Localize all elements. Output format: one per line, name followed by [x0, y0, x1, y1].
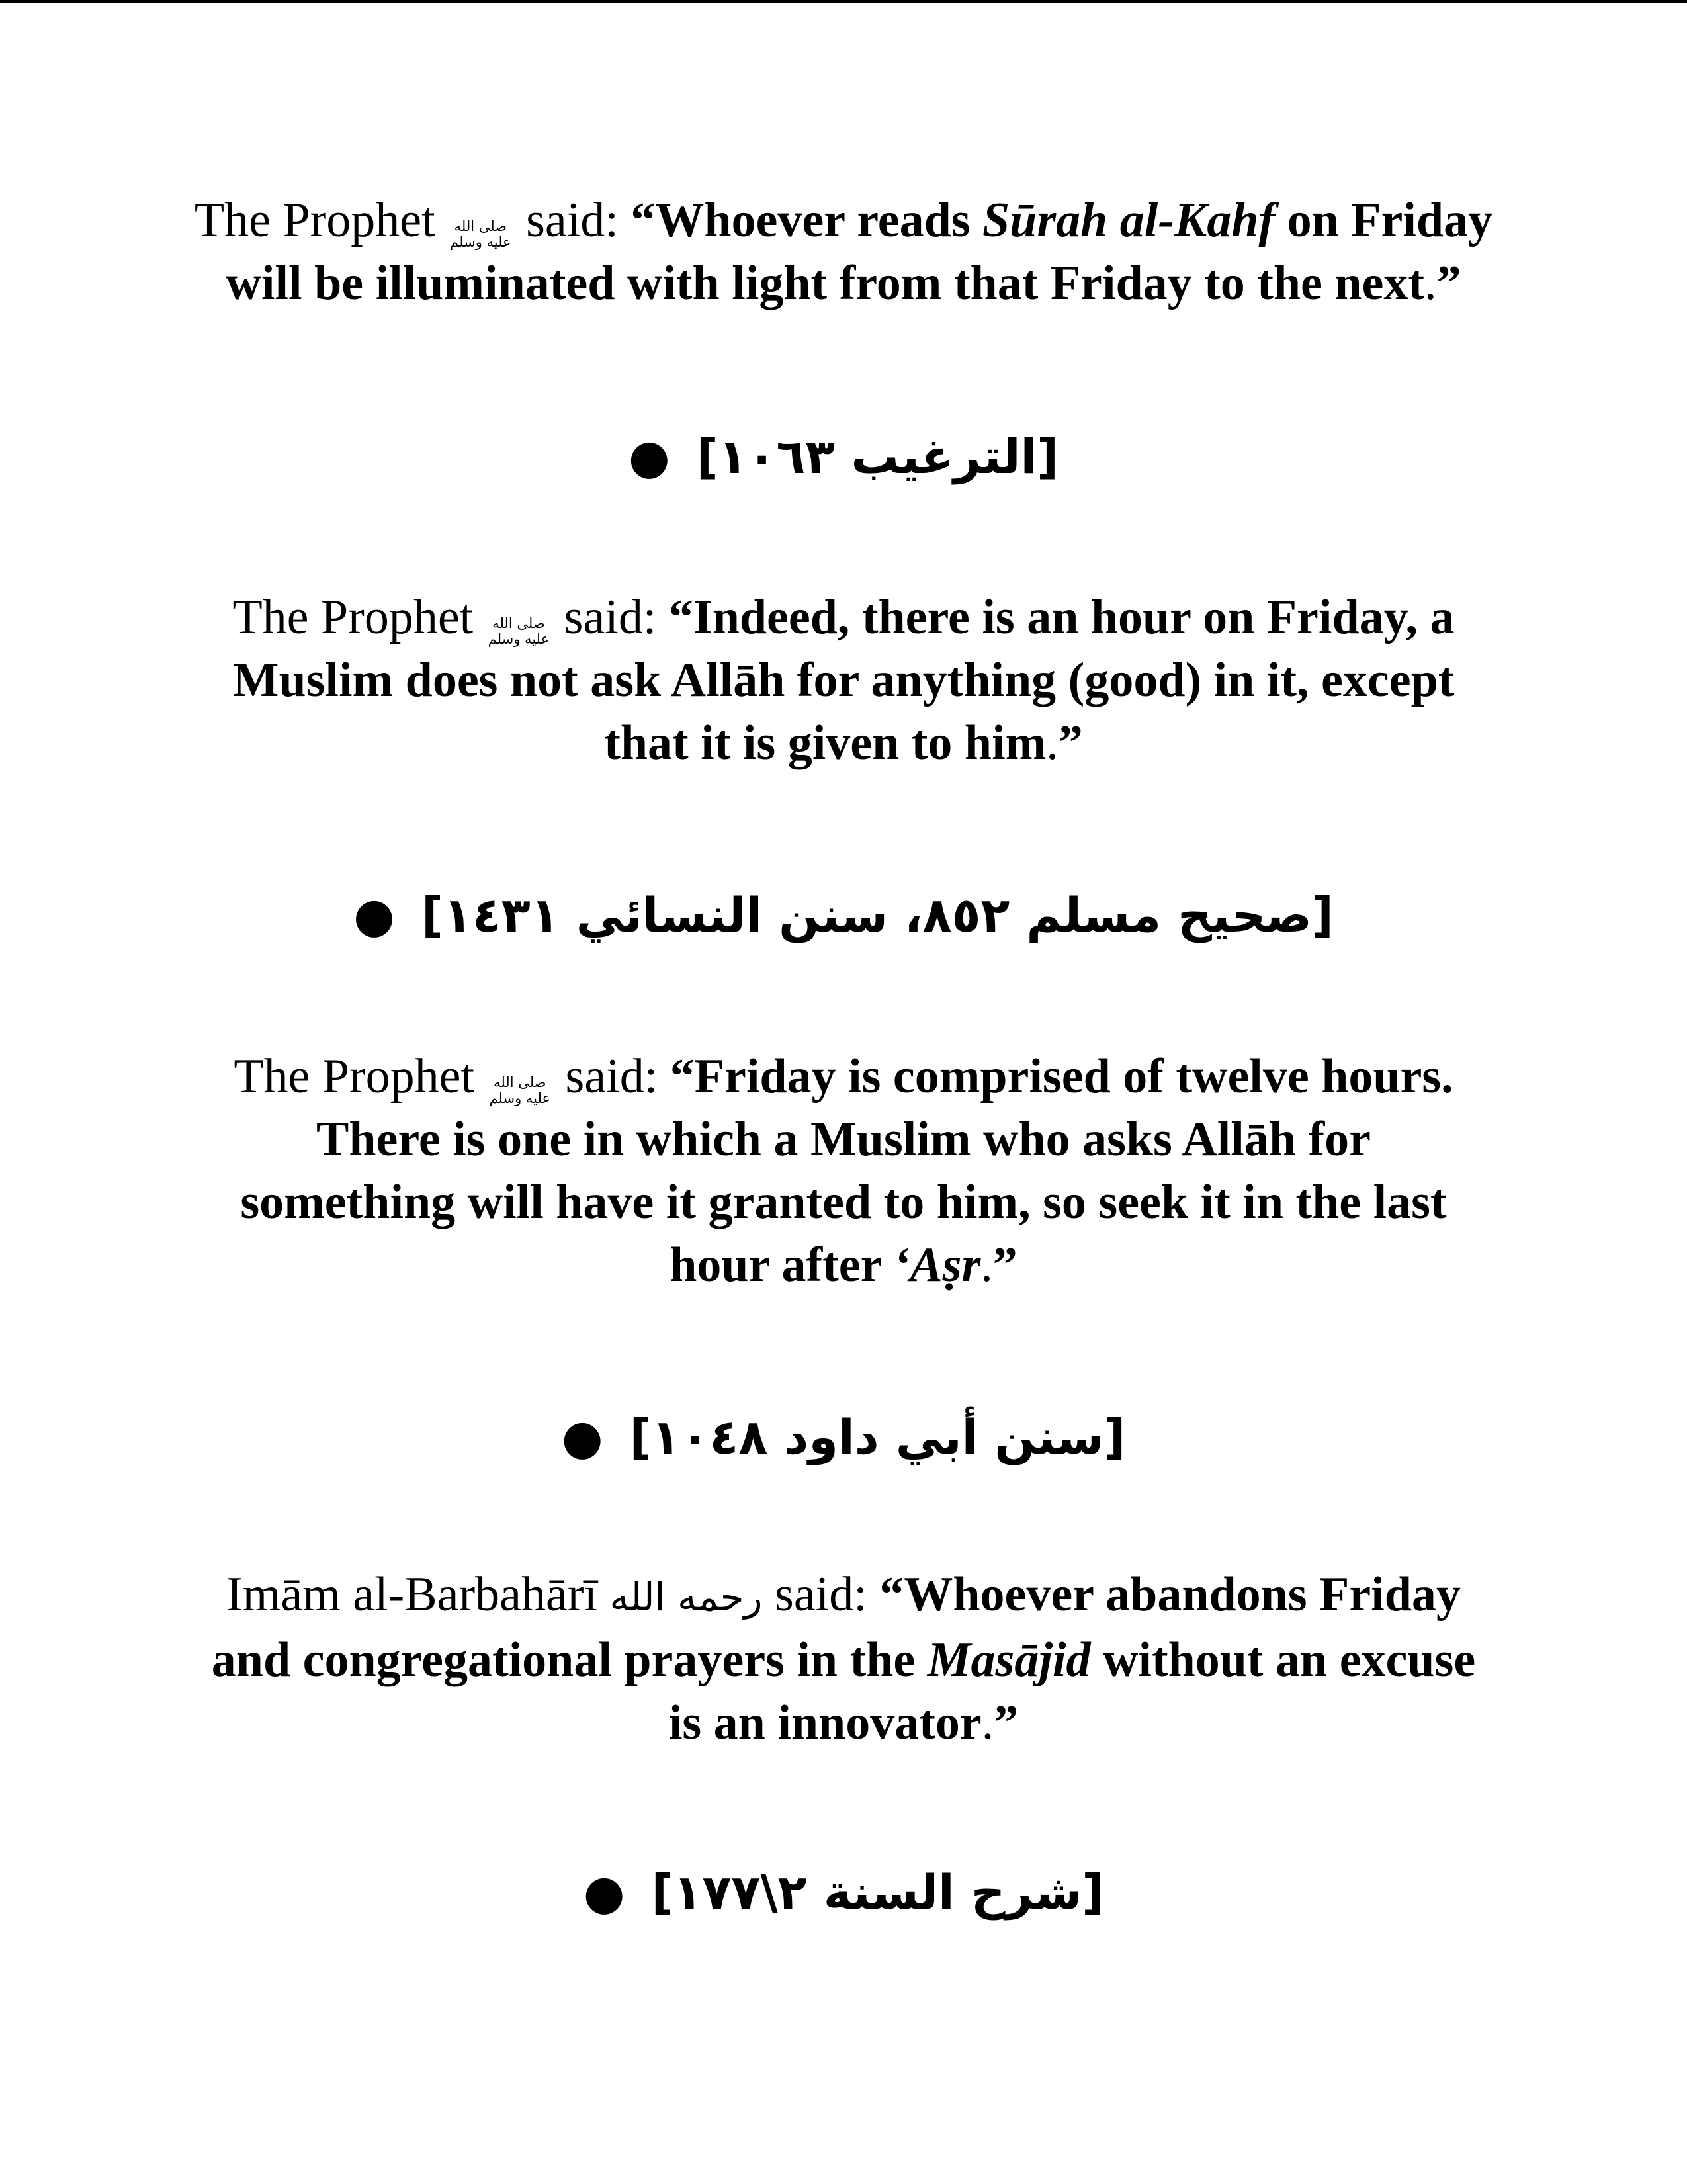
citation-line-2 — [179, 882, 1508, 948]
saw-honorific-bottom: عليه وسلم — [489, 1090, 550, 1106]
quote-text-segment: The Prophet — [232, 590, 486, 644]
quote-line — [179, 189, 1508, 252]
quote-text-segment: said: — [513, 193, 631, 247]
quote-line — [179, 1171, 1508, 1234]
quote-text-segment: will be illuminated with light from that Friday to the next — [226, 256, 1425, 310]
hadith-quote-2 — [179, 586, 1508, 775]
quote-text-segment: ‘Aṣr — [893, 1238, 981, 1292]
quote-text-segment: on Friday — [1275, 193, 1493, 247]
citation-reference: [الترغيب ١٠٦٣] — [696, 429, 1059, 484]
saw-honorific-icon — [450, 218, 511, 250]
saw-honorific-bottom: عليه وسلم — [488, 631, 550, 647]
hadith-quote-3 — [179, 1045, 1508, 1297]
saw-honorific-top: صلى الله — [494, 1074, 546, 1090]
quote-text-segment: “Whoever reads — [630, 193, 983, 247]
quote-line — [179, 252, 1508, 315]
quote-line — [179, 1629, 1508, 1692]
citation-line-4 — [179, 1859, 1508, 1925]
saw-honorific-top: صلى الله — [454, 218, 507, 234]
quote-line — [179, 1108, 1508, 1171]
quote-line — [179, 1692, 1508, 1755]
quote-line — [179, 712, 1508, 775]
quote-text-segment: . — [1424, 256, 1437, 310]
quote-text-segment: ” — [992, 1238, 1017, 1292]
hadith-quote-1 — [179, 189, 1508, 315]
quote-text-segment: and congregational prayers in the — [211, 1633, 928, 1687]
bullet-icon: ● — [583, 1864, 625, 1920]
citation-reference: [صحيح مسلم ٨٥٢، سنن النسائي ١٤٣١] — [421, 887, 1334, 943]
quote-text-segment: “Whoever abandons Friday — [879, 1567, 1461, 1622]
quote-text-segment: ” — [1436, 256, 1461, 310]
quote-text-segment: Sūrah al-Kahf — [982, 193, 1276, 247]
quote-text-segment: ” — [1058, 716, 1083, 770]
quote-text-segment: said: — [552, 590, 669, 644]
quote-text-segment: The Prophet — [234, 1049, 487, 1104]
citation-line-3 — [179, 1404, 1508, 1470]
quote-line — [179, 586, 1508, 649]
quote-line — [179, 1563, 1508, 1629]
quote-text-segment: ” — [994, 1696, 1019, 1750]
citation-reference: [سنن أبي داود ١٠٤٨] — [629, 1409, 1126, 1465]
saw-honorific-bottom: عليه وسلم — [450, 234, 511, 250]
quote-text-segment: “Indeed, there is an hour on Friday, a — [668, 590, 1455, 644]
bullet-icon: ● — [561, 1409, 603, 1465]
quote-text-segment: hour after — [670, 1238, 894, 1292]
citation-line-1 — [179, 423, 1508, 490]
quote-text-segment: . — [981, 1696, 994, 1750]
bullet-icon: ● — [353, 887, 395, 943]
quote-text-segment: Muslim does not ask Allāh for anything (good) in it, except — [232, 653, 1455, 707]
quote-text-segment: said: — [553, 1049, 670, 1104]
quote-line — [179, 1234, 1508, 1297]
quote-line — [179, 1045, 1508, 1108]
hadith-quote-4 — [179, 1563, 1508, 1755]
quote-text-segment: . — [1046, 716, 1059, 770]
saw-honorific-top: صلى الله — [492, 615, 545, 631]
saw-honorific-icon — [488, 615, 549, 647]
top-edge-artifact — [0, 0, 1687, 3]
quote-text-segment: something will have it granted to him, so seek it in the last — [240, 1175, 1447, 1229]
saw-honorific-icon — [490, 1074, 550, 1106]
quote-text-segment: that it is given to him — [604, 716, 1047, 770]
quote-text-segment: The Prophet — [194, 193, 448, 247]
quote-text-segment: said: — [762, 1567, 880, 1622]
quote-text-segment: . — [980, 1238, 993, 1292]
citation-reference: [شرح السنة ٢\١٧٧] — [651, 1864, 1104, 1920]
bullet-icon: ● — [628, 429, 670, 484]
quote-text-segment: is an innovator — [668, 1696, 982, 1750]
quote-line — [179, 649, 1508, 712]
quote-text-segment: Masājid — [927, 1633, 1091, 1687]
quote-text-segment: There is one in which a Muslim who asks Allāh for — [316, 1112, 1371, 1166]
quote-text-segment: “Friday is comprised of twelve hours. — [670, 1049, 1453, 1104]
arabic-honorific-text: رحمه الله — [609, 1575, 763, 1620]
quote-text-segment: Imām al-Barbahārī — [226, 1567, 610, 1622]
quote-text-segment: without an excuse — [1090, 1633, 1476, 1687]
